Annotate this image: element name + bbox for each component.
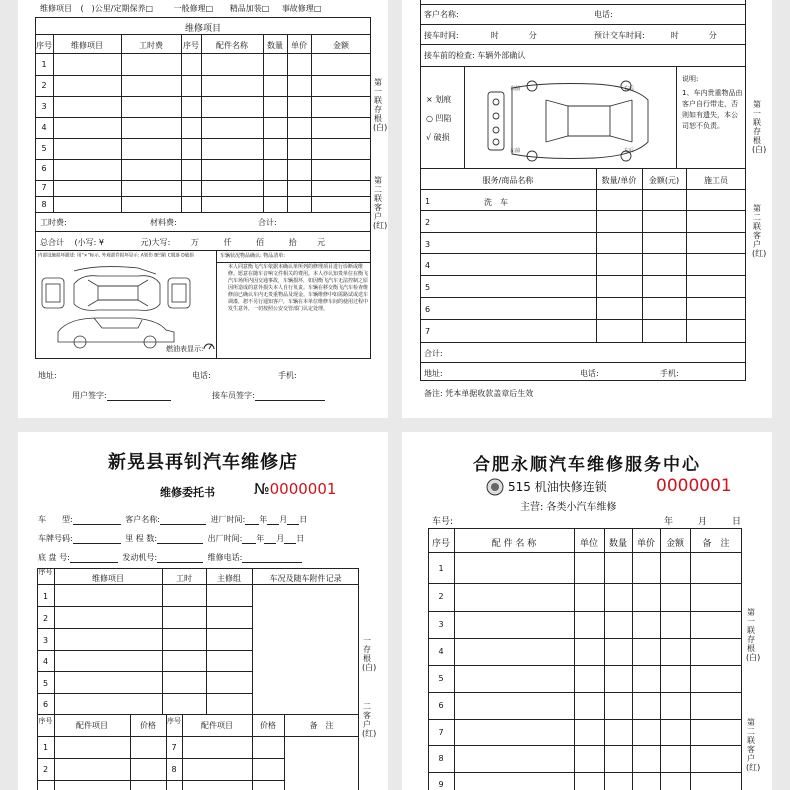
row-number: 8	[41, 200, 47, 209]
row-number: 7	[171, 743, 177, 752]
col-header: 价格	[140, 721, 156, 730]
col-header: 配件项目	[76, 721, 108, 730]
month-unit: 月	[279, 515, 288, 524]
plate-label: 车牌号码:	[38, 534, 73, 543]
brand-logo-icon	[486, 478, 504, 496]
row-number: 6	[42, 700, 49, 709]
receiver-signature	[212, 390, 325, 401]
year-label: 年	[664, 517, 674, 527]
row-number: 4	[438, 647, 444, 656]
row-number: 1	[42, 743, 49, 752]
input-line[interactable]	[284, 535, 296, 544]
minute-unit: 分	[708, 31, 717, 40]
copy-label-customer: 二客户(红)	[362, 702, 377, 738]
parts-order-sheet-bottom-right	[402, 432, 772, 790]
disclaimer-text: 本人同意衡飞汽车依据本确认单所列的修理项目进行诊断或维修。愿意在随车音响文件相关的费用。本人亦认知贵单位在衡飞汽车场所内因交通事故，车辆损坏，如因衡飞汽车无法控制之原因所造成的意外损失本人自行负责。车辆在移交衡飞汽车检查维修前已确认车内无贵重物品及现金。车辆维修中如需路试或送车调漆，恕不另行通知客户，车辆在本单位维修车间的使用过程中发生意外，一切按照公安交管部门认定处理。	[228, 264, 369, 312]
unit-shi: 拾	[288, 238, 297, 247]
row-number: 5	[41, 144, 47, 153]
fuel-gauge-icon	[202, 339, 216, 351]
input-line[interactable]	[264, 535, 276, 544]
input-line[interactable]	[287, 516, 299, 525]
col-header: 施工员	[704, 176, 728, 185]
col-header: 序号	[38, 717, 53, 725]
car-model-label: 车 型:	[38, 515, 73, 524]
input-line[interactable]	[73, 516, 121, 525]
car-label-left-rear: 左后	[624, 148, 635, 154]
copy-label-stub: 第一联存根(白)	[373, 78, 388, 132]
col-header: 金额	[333, 41, 349, 50]
col-header: 序号	[183, 41, 199, 50]
col-header: 序号	[36, 41, 52, 50]
copy-label-customer: 第二联客户(红)	[752, 204, 767, 258]
copy-label-stub: 第一联存根(白)	[752, 100, 767, 154]
service-center-name: 合肥永顺汽车维修服务中心	[473, 455, 701, 475]
row-number: 1	[41, 60, 47, 69]
day-unit: 日	[296, 534, 305, 543]
col-header: 数量	[267, 41, 283, 50]
col-header: 数量	[608, 539, 627, 549]
col-header: 备 注	[702, 539, 730, 549]
parts-table-frame	[428, 528, 742, 790]
hour-unit: 时	[490, 31, 499, 40]
row-number: 6	[41, 164, 47, 173]
footnote: 备注: 凭本单据收款盖章后生效	[424, 389, 534, 398]
phone-label: 电话:	[580, 369, 599, 378]
section-title: 维修项目	[184, 24, 221, 34]
row-number: 5	[425, 283, 431, 292]
chassis-label: 底 盘 号:	[38, 553, 70, 562]
uppercase-amount-label: 元)大写:	[140, 238, 171, 247]
input-line[interactable]	[160, 516, 206, 525]
day-unit: 日	[299, 515, 308, 524]
input-line[interactable]	[157, 554, 203, 563]
mileage-label: 里 程 数:	[125, 534, 158, 543]
phone-label: 电话:	[594, 10, 613, 19]
chain-name: 515 机油快修连锁	[508, 480, 607, 494]
row-number: 5	[42, 679, 49, 688]
year-unit: 年	[256, 534, 265, 543]
receiver-signature-label: 接车员签字:	[212, 391, 255, 400]
lowercase-amount-label: (小写: ¥	[74, 238, 104, 247]
option-maintenance: ( )公里/定期保养	[80, 4, 146, 13]
row-number: 4	[425, 261, 431, 270]
signature-line[interactable]	[255, 392, 325, 401]
service-order-sheet-top-right	[402, 0, 772, 418]
row-number: 3	[41, 102, 47, 111]
col-header: 工时	[176, 574, 192, 583]
pickup-time	[424, 30, 537, 41]
unit-yuan: 元	[317, 238, 326, 247]
signature-line[interactable]	[107, 392, 171, 401]
plate-info-row	[38, 533, 304, 544]
note-title: 说明:	[682, 75, 699, 83]
input-line[interactable]	[73, 535, 121, 544]
legend-damage: √ 破损	[426, 133, 450, 142]
col-header: 配 件 名 称	[491, 539, 537, 549]
damage-legend-note: 内部设施损坏描述: 用“×”标示, 外观部件损坏显示: A划伤 B凹陷 C脱落 D破损	[38, 253, 194, 259]
customer-name-label: 客户名称:	[125, 515, 160, 524]
col-header: 单位	[579, 539, 598, 549]
option-accessory: 精品加装	[229, 4, 262, 13]
checkbox[interactable]: □	[261, 4, 270, 13]
col-header: 金额	[665, 539, 684, 549]
year-unit: 年	[259, 515, 268, 524]
row-number: 7	[425, 327, 431, 336]
copy-label-customer: 第二联客户(红)	[373, 176, 388, 230]
customer-signature-label: 用户签字:	[72, 391, 107, 400]
material-fee-label: 材料费:	[150, 218, 177, 227]
row-number: 6	[438, 701, 444, 710]
delivery-time-label: 预计交车时间:	[594, 31, 645, 40]
checkbox[interactable]: □	[313, 4, 322, 13]
address-label: 地址:	[38, 371, 57, 380]
serial-value: 0000001	[269, 480, 337, 498]
car-label-right-front: 右前	[510, 86, 521, 92]
col-header: 维修项目	[71, 41, 103, 50]
row-number: 5	[438, 674, 444, 683]
plate-label: 车号:	[432, 517, 454, 527]
phone-label: 电话:	[192, 371, 211, 380]
col-header: 主修组	[217, 574, 241, 583]
col-header: 备 注	[309, 721, 334, 730]
row-number: 3	[438, 620, 444, 629]
customer-name-label: 客户名称:	[424, 10, 459, 19]
col-header: 金额(元)	[648, 176, 680, 185]
option-accident-repair: 事故修理	[281, 4, 314, 13]
option-general-repair: 一般修理	[173, 4, 206, 13]
row-number: 7	[41, 183, 47, 192]
serial-prefix: №	[254, 480, 270, 498]
col-header: 配件项目	[201, 721, 233, 730]
car-label-left-front: 左前	[510, 148, 521, 154]
col-header: 工时费	[139, 41, 163, 50]
legend-dent: ○ 凹陷	[426, 114, 452, 123]
form-title: 维修委托书	[160, 486, 215, 499]
row-number: 9	[438, 780, 444, 789]
copy-label-customer: 第二联客户(红)	[746, 718, 761, 772]
engine-label: 发动机号:	[122, 553, 158, 562]
delivery-time	[594, 30, 717, 41]
car-inspection-diagram	[38, 266, 208, 356]
in-time-label: 进厂时间:	[210, 515, 246, 524]
serial-number	[254, 480, 336, 498]
row-number: 2	[425, 218, 431, 227]
input-line[interactable]	[245, 516, 259, 525]
address-label: 地址:	[424, 369, 443, 378]
col-header: 服务/商品名称	[482, 176, 534, 185]
row-number: 4	[42, 657, 49, 666]
service-name: 洗 车	[484, 198, 508, 207]
col-header: 车况及随车附件记录	[269, 574, 342, 583]
col-header: 配件名称	[216, 41, 248, 50]
row-number: 2	[41, 81, 47, 90]
row-number: 3	[42, 636, 49, 645]
belongings-label: 车辆状况物品确认: 物品清单:	[220, 253, 285, 259]
note-body: 1、车内贵重物品由客户自行带走，否则如有遗失，本公司恕不负责。	[682, 89, 743, 130]
repair-commission-sheet-bottom-left	[18, 432, 388, 790]
copy-label-stub: 第一联存根(白)	[746, 608, 761, 662]
fuel-gauge-label: 燃油表显示:	[166, 345, 204, 353]
service-type-label: 维修项目	[40, 4, 72, 13]
row-number: 7	[438, 728, 444, 737]
chassis-info-row	[38, 552, 302, 563]
col-header: 价格	[260, 721, 276, 730]
col-header: 单价	[291, 41, 307, 50]
customer-signature	[72, 390, 171, 401]
grand-total-label: 总合计	[40, 238, 64, 247]
labor-fee-label: 工时费:	[40, 218, 67, 227]
service-type-options	[40, 3, 380, 14]
row-number: 2	[438, 592, 444, 601]
unit-wan: 万	[190, 238, 199, 247]
repair-phone-label: 维修电话:	[207, 553, 243, 562]
subtotal-label: 合计:	[258, 218, 277, 227]
checkbox[interactable]: □	[145, 4, 154, 13]
mobile-label: 手机:	[660, 369, 679, 378]
car-label-right-rear: 右后	[624, 86, 635, 92]
input-line[interactable]	[157, 535, 203, 544]
col-header: 序号	[431, 539, 450, 549]
month-label: 月	[698, 517, 708, 527]
row-number: 8	[438, 754, 444, 763]
row-number: 4	[41, 123, 47, 132]
unit-bai: 佰	[256, 238, 265, 247]
legend-scratch: × 划痕	[426, 95, 452, 104]
input-line[interactable]	[242, 535, 256, 544]
serial-number: 0000001	[656, 476, 732, 496]
total-label: 合计:	[424, 349, 443, 358]
pre-check-title: 接车前的检查: 车辆外部确认	[424, 51, 526, 60]
copy-label-stub: 一存根(白)	[362, 636, 377, 672]
col-header: 序号	[38, 568, 53, 576]
col-header: 数量/单价	[601, 176, 637, 185]
day-label: 日	[732, 517, 742, 527]
repair-order-sheet-top-left	[18, 0, 388, 418]
col-header: 维修项目	[92, 574, 124, 583]
out-time-label: 出厂时间:	[207, 534, 243, 543]
business-scope: 主营: 各类小汽车维修	[520, 502, 617, 513]
grand-total-row	[40, 237, 370, 248]
row-number: 1	[42, 592, 49, 601]
row-number: 1	[425, 197, 431, 206]
input-line[interactable]	[70, 554, 118, 563]
row-number: 1	[438, 564, 444, 573]
col-header: 单价	[636, 539, 655, 549]
row-number: 6	[425, 305, 431, 314]
checkbox[interactable]: □	[205, 4, 214, 13]
input-line[interactable]	[242, 554, 302, 563]
row-number: 2	[42, 614, 49, 623]
pickup-time-label: 接车时间:	[424, 31, 459, 40]
minute-unit: 分	[528, 31, 537, 40]
month-unit: 月	[276, 534, 285, 543]
mobile-label: 手机:	[278, 371, 297, 380]
input-line[interactable]	[267, 516, 279, 525]
shop-name: 新晃县再钊汽车维修店	[108, 452, 298, 473]
row-number: 8	[171, 765, 177, 774]
unit-qian: 仟	[223, 238, 232, 247]
col-header: 序号	[167, 717, 181, 725]
repair-table-frame	[37, 568, 359, 790]
row-number: 3	[425, 240, 431, 249]
hour-unit: 时	[670, 31, 679, 40]
vehicle-info-row	[38, 514, 307, 525]
row-number: 2	[42, 765, 49, 774]
